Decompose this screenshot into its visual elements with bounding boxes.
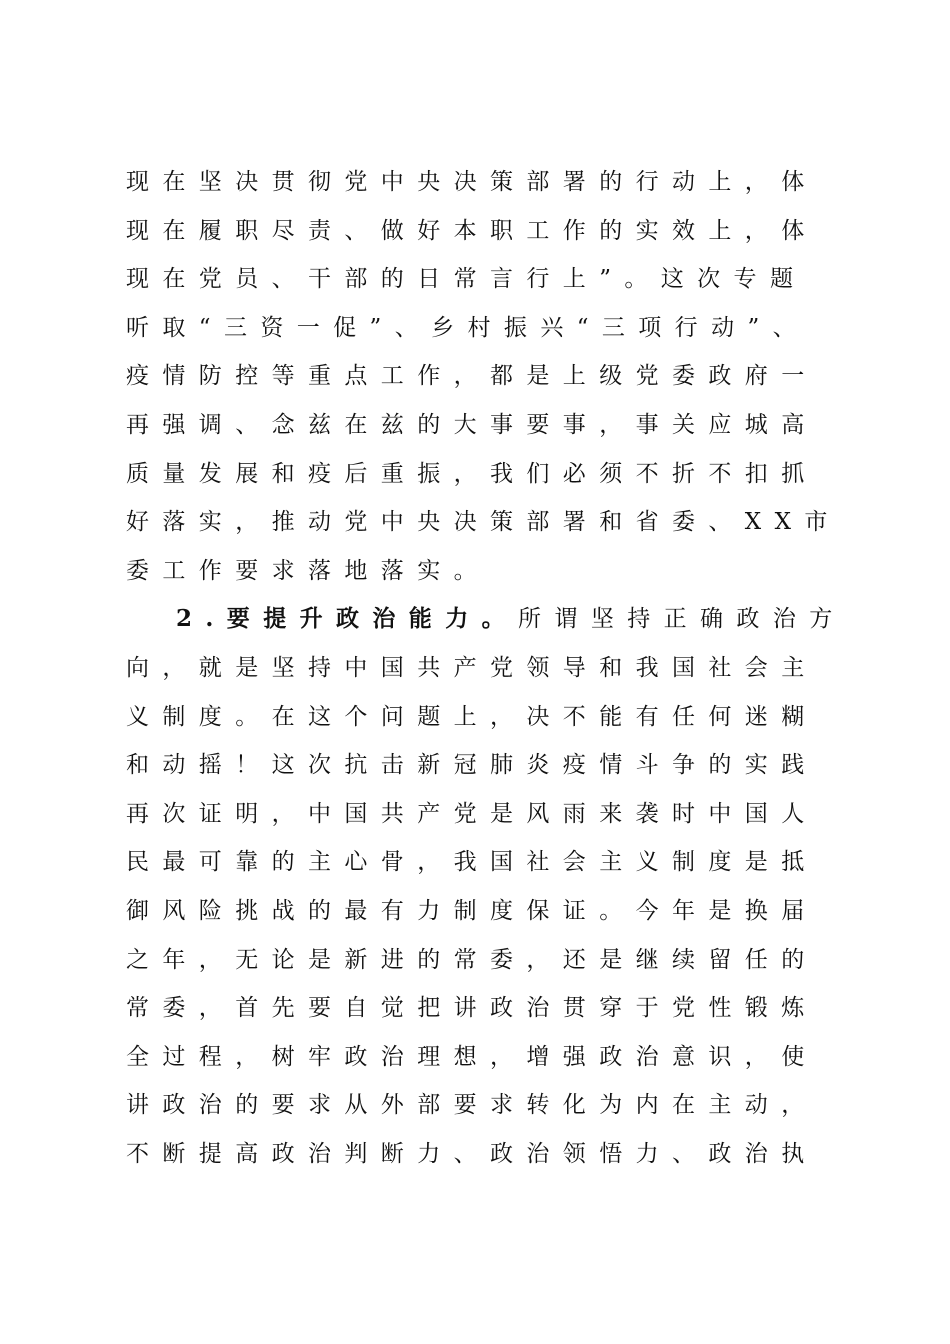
text-line: 再强调、念兹在兹的大事要事，事关应城高 xyxy=(126,411,818,438)
text-run: 所谓坚持正确政治方 xyxy=(518,606,846,633)
text-line: 疫情防控等重点工作，都是上级党委政府一 xyxy=(126,363,818,390)
text-line: 质量发展和疫后重振，我们必须不折不扣抓 xyxy=(126,460,818,487)
text-line: 现在坚决贯彻党中央决策部署的行动上，体 xyxy=(126,169,818,195)
text-line: 民最可靠的主心骨，我国社会主义制度是抵 xyxy=(126,849,818,876)
text-line: 现在党员、干部的日常言行上”。这次专题 xyxy=(126,266,807,293)
text-line: 义制度。在这个问题上，决不能有任何迷糊 xyxy=(126,703,818,730)
text-line: 讲政治的要求从外部要求转化为内在主动， xyxy=(126,1092,818,1119)
text-line: 不断提高政治判断力、政治领悟力、政治执 xyxy=(126,1140,818,1167)
section-heading-line xyxy=(126,595,846,644)
text-line: 和动摇！这次抗击新冠肺炎疫情斗争的实践 xyxy=(126,752,818,779)
body-text xyxy=(126,158,846,1178)
text-line: 向，就是坚持中国共产党领导和我国社会主 xyxy=(126,654,818,681)
text-line: 听取“三资一促”、乡村振兴“三项行动”、 xyxy=(126,314,810,341)
text-line: 之年，无论是新进的常委，还是继续留任的 xyxy=(126,946,818,973)
text-line: 常委，首先要自觉把讲政治贯穿于党性锻炼 xyxy=(126,995,818,1022)
section-heading: 2.要提升政治能力。 xyxy=(176,605,519,633)
text-line: 全过程，树牢政治理想，增强政治意识，使 xyxy=(126,1043,818,1070)
text-line: 御风险挑战的最有力制度保证。今年是换届 xyxy=(126,897,818,924)
text-line: 好落实，推动党中央决策部署和省委、XX市 xyxy=(126,509,841,536)
text-line: 委工作要求落地落实。 xyxy=(126,557,490,584)
text-line: 再次证明，中国共产党是风雨来袭时中国人 xyxy=(126,800,818,827)
text-line: 现在履职尽责、做好本职工作的实效上，体 xyxy=(126,217,818,244)
